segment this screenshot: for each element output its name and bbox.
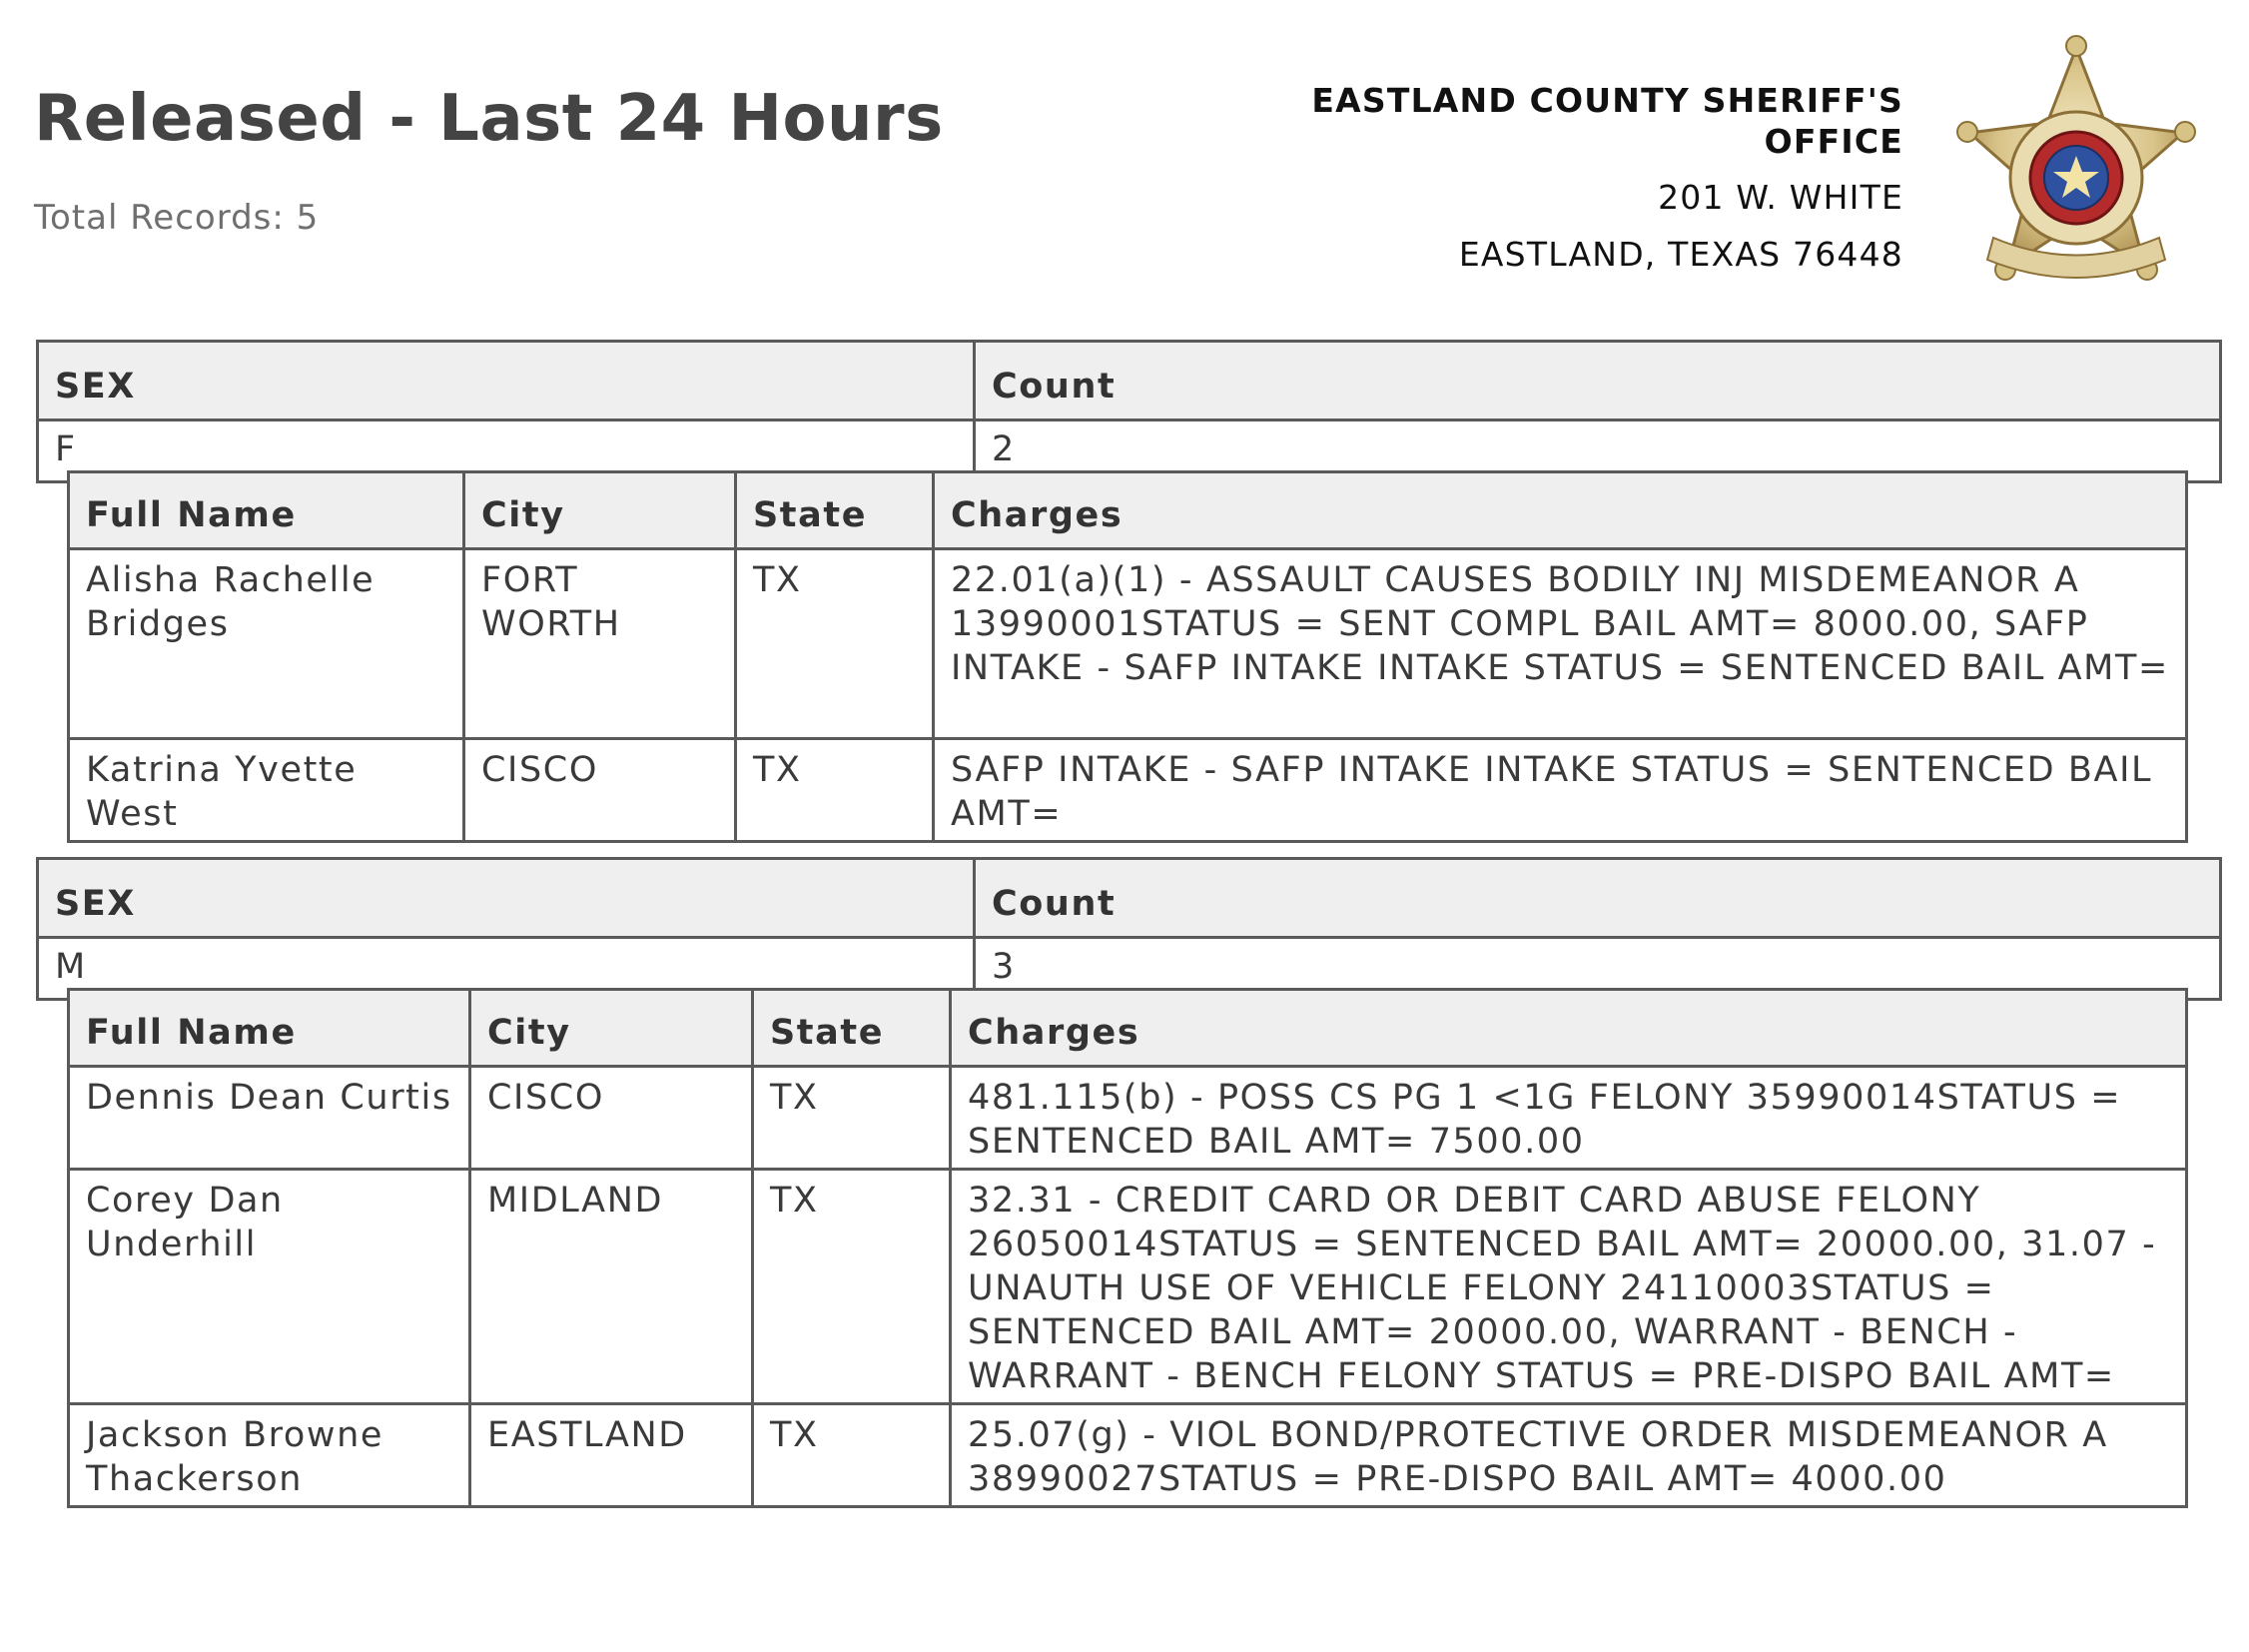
- full-name-cell: Jackson Browne Thackerson: [69, 1404, 470, 1507]
- released-records-table-m: [67, 988, 2188, 1508]
- full-name-cell: Dennis Dean Curtis: [69, 1067, 470, 1170]
- charges-cell: 481.115(b) - POSS CS PG 1 <1G FELONY 35990014STATUS = SENTENCED BAIL AMT= 7500.00: [951, 1067, 2187, 1170]
- full-name-cell: Katrina Yvette West: [69, 739, 464, 842]
- sex-summary-header-row: [38, 342, 2221, 420]
- count-value: 2: [975, 420, 2221, 482]
- charges-cell: 22.01(a)(1) - ASSAULT CAUSES BODILY INJ MISDEMEANOR A 13990001STATUS = SENT COMPL BAIL AMT= 8000.00, SAFP INTAKE - SAFP INTAKE INTAKE STATUS = SENTENCED BAIL AMT=: [934, 549, 2187, 739]
- full-name-column-header: Full Name: [69, 472, 464, 549]
- city-cell: EASTLAND: [470, 1404, 753, 1507]
- city-cell: MIDLAND: [470, 1170, 753, 1404]
- city-cell: CISCO: [470, 1067, 753, 1170]
- sex-summary-header-row: [38, 859, 2221, 938]
- office-address-line1: 201 W. WHITE: [1658, 178, 1903, 217]
- sex-summary-table-m: [36, 857, 2222, 1001]
- sex-column-header: SEX: [38, 859, 975, 938]
- charges-cell: 32.31 - CREDIT CARD OR DEBIT CARD ABUSE FELONY 26050014STATUS = SENTENCED BAIL AMT= 20000.00, 31.07 - UNAUTH USE OF VEHICLE FELONY 24110003STATUS = SENTENCED BAIL AMT= 20000.00, WARRANT - BENCH - WARRANT - BENCH FELONY STATUS = PRE-DISPO BAIL AMT=: [951, 1170, 2187, 1404]
- sheriff-star-badge-icon: [1933, 28, 2219, 306]
- city-cell: FORT WORTH: [464, 549, 736, 739]
- total-records: Total Records: 5: [34, 198, 320, 238]
- state-column-header: State: [753, 990, 951, 1067]
- city-column-header: City: [464, 472, 736, 549]
- sex-column-header: SEX: [38, 342, 975, 420]
- table-row: [69, 1067, 2187, 1170]
- page-title: Released - Last 24 Hours: [34, 82, 944, 156]
- charges-cell: SAFP INTAKE - SAFP INTAKE INTAKE STATUS = SENTENCED BAIL AMT=: [934, 739, 2187, 842]
- table-row: [69, 1170, 2187, 1404]
- table-header-row: [69, 990, 2187, 1067]
- city-cell: CISCO: [464, 739, 736, 842]
- charges-column-header: Charges: [951, 990, 2187, 1067]
- full-name-column-header: Full Name: [69, 990, 470, 1067]
- state-cell: TX: [736, 739, 934, 842]
- sex-value: F: [38, 420, 975, 482]
- charges-cell: 25.07(g) - VIOL BOND/PROTECTIVE ORDER MISDEMEANOR A 38990027STATUS = PRE-DISPO BAIL AMT= 4000.00: [951, 1404, 2187, 1507]
- state-cell: TX: [753, 1404, 951, 1507]
- sex-summary-table-f: [36, 340, 2222, 483]
- count-column-header: Count: [975, 342, 2221, 420]
- count-column-header: Count: [975, 859, 2221, 938]
- table-row: [69, 549, 2187, 739]
- full-name-cell: Corey Dan Underhill: [69, 1170, 470, 1404]
- count-value: 3: [975, 938, 2221, 1000]
- table-row: [69, 1404, 2187, 1507]
- charges-column-header: Charges: [934, 472, 2187, 549]
- state-cell: TX: [736, 549, 934, 739]
- table-row: [69, 739, 2187, 842]
- released-records-table-f: [67, 470, 2188, 843]
- sex-value: M: [38, 938, 975, 1000]
- city-column-header: City: [470, 990, 753, 1067]
- table-header-row: [69, 472, 2187, 549]
- office-info: [1204, 80, 1903, 274]
- office-name: EASTLAND COUNTY SHERIFF'S OFFICE: [1311, 81, 1903, 161]
- full-name-cell: Alisha Rachelle Bridges: [69, 549, 464, 739]
- state-column-header: State: [736, 472, 934, 549]
- state-cell: TX: [753, 1170, 951, 1404]
- state-cell: TX: [753, 1067, 951, 1170]
- office-address-line2: EASTLAND, TEXAS 76448: [1458, 235, 1903, 274]
